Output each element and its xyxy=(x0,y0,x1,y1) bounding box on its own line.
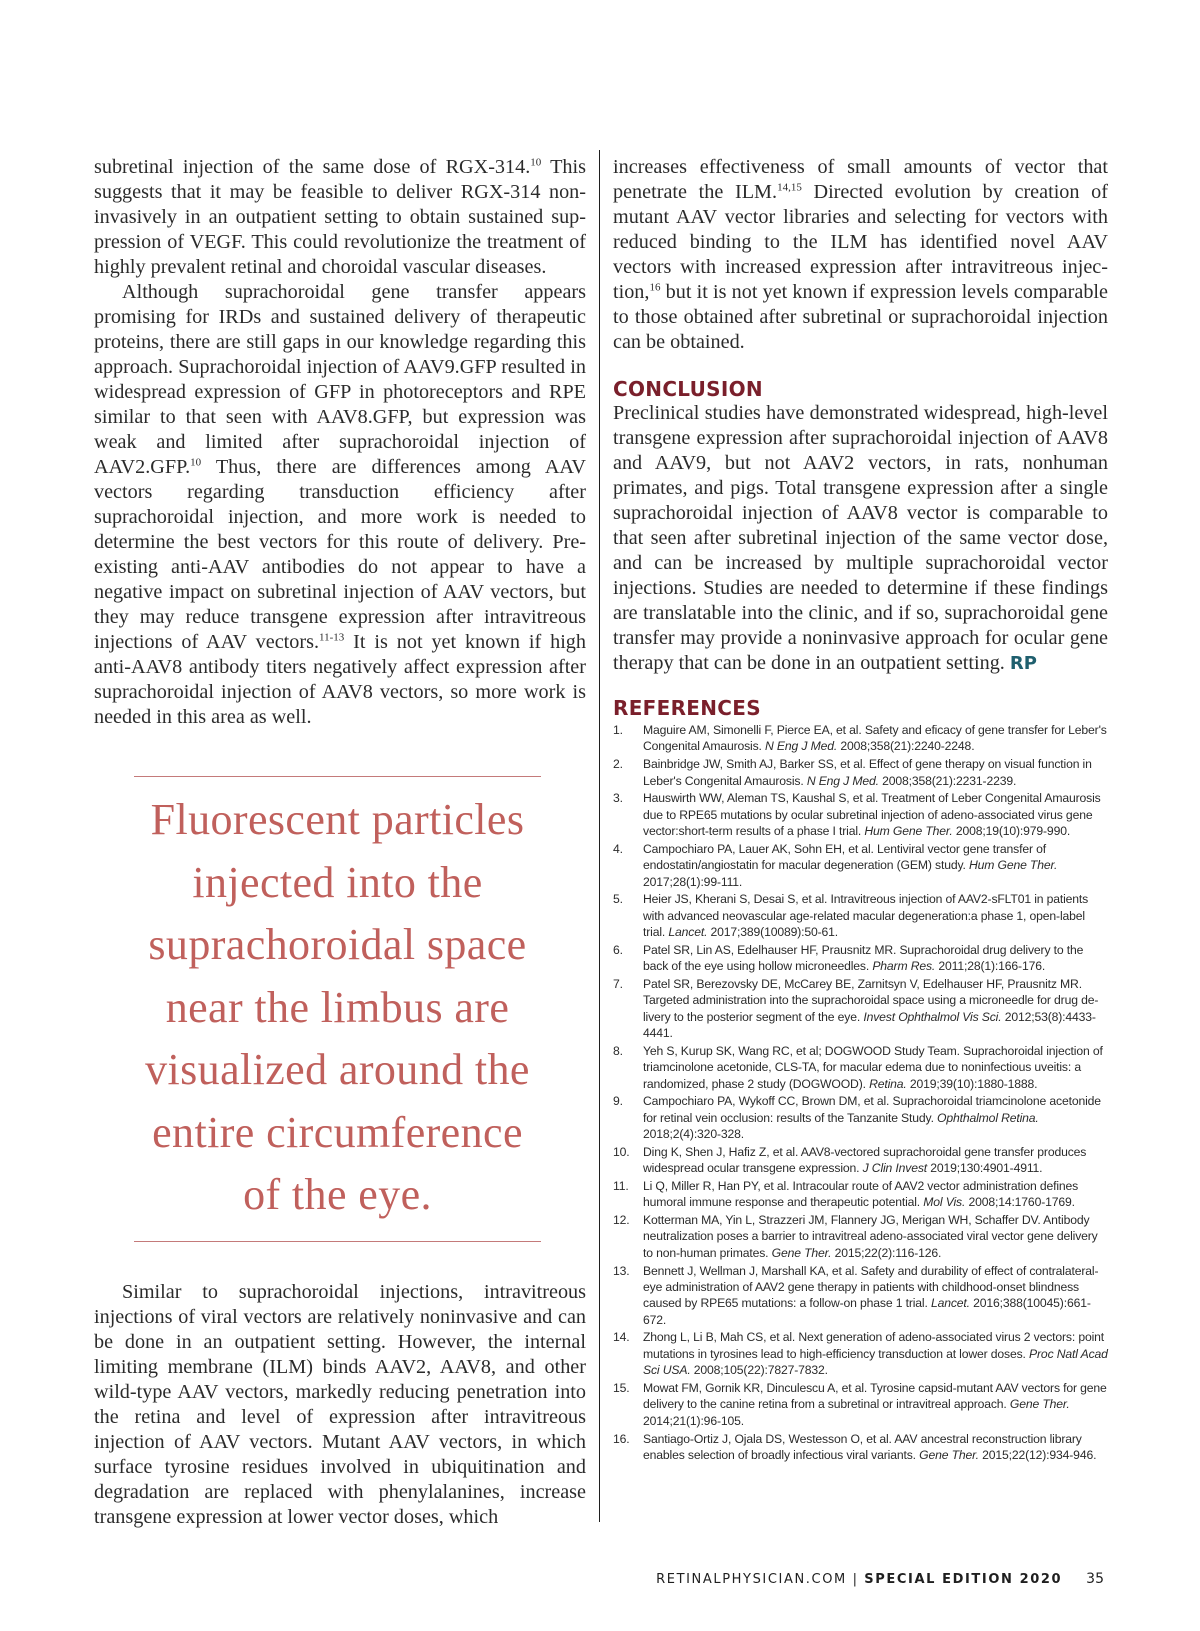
reference-text: Bainbridge JW, Smith AJ, Barker SS, et al. Effect of gene therapy on visual function in Leber's Congenital Amaurosis. N Eng J Med. 2008;358(21):2231-2239. xyxy=(643,757,1092,788)
reference-item xyxy=(613,790,1108,839)
reference-number: 12. xyxy=(613,1213,630,1228)
reference-number: 16. xyxy=(613,1431,630,1446)
reference-text: Campochiaro PA, Wykoff CC, Brown DM, et al. Suprachoroidal triamcinolone acetonide for retinal vein occlusion: results of the Tanzanite Study. Ophthalmol Retina. 2018;2(4):320-328. xyxy=(643,1094,1101,1142)
page-footer xyxy=(656,1571,1104,1587)
reference-text: Zhong L, Li B, Mah CS, et al. Next generation of adeno-associated virus 2 vectors: point mutations in tyrosines lead to high-efficiency transduction at lower doses. Proc Natl Acad Sci USA. 2008;105(22):7827-7832. xyxy=(643,1330,1108,1378)
reference-text: Maguire AM, Simonelli F, Pierce EA, et al. Safety and eficacy of gene transfer for Leber's Congenital Amaurosis. N Eng J Med. 2008;358(21):2240-2248. xyxy=(643,723,1107,754)
reference-text: Hauswirth WW, Aleman TS, Kaushal S, et al. Treatment of Leber Congenital Amaurosis due to RPE65 mutations by ocular subretinal injection of adeno-associated virus gene vector:short-term results of a phase I trial. Hum Gene Ther. 2008;19(10):979-990. xyxy=(643,791,1101,839)
reference-number: 2. xyxy=(613,757,623,772)
reference-number: 9. xyxy=(613,1094,623,1109)
pull-quote xyxy=(134,776,541,1242)
reference-text: Kotterman MA, Yin L, Strazzeri JM, Flannery JG, Merigan WH, Schaffer DV. Antibody neutralization poses a barrier to intravitreal adeno-associated viral vector gene delivery to non-human primates. Gene Ther. 2015;22(2):116-126. xyxy=(643,1213,1098,1260)
reference-item xyxy=(613,1043,1108,1092)
reference-text: Mowat FM, Gornik KR, Dinculescu A, et al. Tyrosine capsid-mutant AAV vectors for gene delivery to the canine retina from a subretinal or intravitreal approach. Gene Ther. 2014;21(1):96-105. xyxy=(643,1381,1107,1428)
reference-item xyxy=(613,1212,1108,1261)
column-divider xyxy=(599,150,600,1522)
reference-number: 4. xyxy=(613,841,623,856)
reference-text: Ding K, Shen J, Hafiz Z, et al. AAV8-vectored suprachoroidal gene transfer produces widespread ocular transgene expression. J Clin Invest 2019;130:4901-4911. xyxy=(643,1144,1087,1176)
pull-quote-text: Fluorescent particles injected into the suprachoroidal space near the limbus are visualized around the entire circumference of the eye. xyxy=(145,795,530,1219)
right-column xyxy=(613,155,1108,1465)
reference-item xyxy=(613,1178,1108,1211)
conclusion-text: Preclinical studies have demonstrated widespread, high-level transgene expression after suprachoroidal injection of AAV8 and AAV9, but not AAV2 vectors, in rats, nonhuman primates, and pigs. Total transgene expression after a single suprachoroidal injection of AAV8 vector is comparable to that seen after subretinal injection of the same vector dose, and can be increased by multiple suprachoroidal vector injections. Studies are needed to determine if these findings are translatable into the clinic, and if so, suprachoroidal gene transfer may provide a noninvasive approach for ocular gene therapy that can be done in an outpatient setting. RP xyxy=(613,402,1108,674)
reference-item xyxy=(613,756,1108,789)
pull-quote-bottom-rule xyxy=(134,1241,541,1242)
reference-item xyxy=(613,841,1108,890)
reference-item xyxy=(613,942,1108,975)
reference-number: 5. xyxy=(613,892,623,907)
rp-end-mark: RP xyxy=(1009,653,1037,674)
references-list xyxy=(613,722,1108,1463)
reference-item xyxy=(613,1380,1108,1429)
references-heading: REFERENCES xyxy=(613,696,761,720)
reference-text: Campochiaro PA, Lauer AK, Sohn EH, et al. Lentiviral vector gene transfer of endostatin/angiostatin for macular degeneration (GEM) study. Hum Gene Ther. 2017;28(1):99-111. xyxy=(643,841,1058,889)
footer-site: RETINALPHYSICIAN.COM | xyxy=(656,1572,865,1587)
left-paragraph-3: Similar to suprachoroidal injections, intravitreous injections of viral vectors are relatively noninvasive and can be done in an outpatient setting. However, the internal limiting membrane (ILM) binds AAV2, AAV8, and other wild-type AAV vectors, markedly reducing penetration into the retina and level of expression after intravitreous injection of AAV vectors. Mutant AAV vectors, in which surface tyrosine residues involved in ubiquitination and degradation are replaced with phenylalanines, increase transgene expression at lower vector doses, which xyxy=(94,1281,586,1528)
reference-number: 8. xyxy=(613,1043,623,1058)
reference-item xyxy=(613,1144,1108,1177)
reference-text: Heier JS, Kherani S, Desai S, et al. Intravitreous injection of AAV2-sFLT01 in patients with advanced neovascular age-related macular degeneration:a phase 1, open-label trial. Lancet. 2017;389(10089):50-61. xyxy=(643,892,1089,940)
reference-number: 10. xyxy=(613,1144,630,1159)
reference-number: 14. xyxy=(613,1330,630,1345)
reference-item xyxy=(613,891,1108,940)
reference-text: Patel SR, Lin AS, Edelhauser HF, Prausnitz MR. Suprachoroidal drug delivery to the back of the eye using hollow microneedles. Pharm Res. 2011;28(1):166-176. xyxy=(643,942,1084,974)
reference-text: Bennett J, Wellman J, Marshall KA, et al. Safety and durability of effect of contralateral-eye administration of AAV2 gene therapy in patients with childhood-onset blindness caused by RPE65 mutations: a follow-on phase 1 trial. Lancet. 2016;388(10045):661-672. xyxy=(643,1263,1099,1327)
reference-text: Yeh S, Kurup SK, Wang RC, et al; DOGWOOD Study Team. Suprachoroidal injection of triamcinolone acetonide, CLS-TA, for macular edema due to noninfectious uveitis: a randomized, phase 2 study (DOGWOOD). Retina. 2019;39(10):1880-1888. xyxy=(643,1043,1103,1091)
reference-number: 3. xyxy=(613,791,623,806)
left-paragraph-2: Although suprachoroidal gene transfer appears promising for IRDs and sustained delivery of therapeutic proteins, there are still gaps in our knowledge regarding this approach. Suprachoroidal injection of AAV9.GFP resulted in widespread expression of GFP in photoreceptors and RPE similar to that seen with AAV8.GFP, but expression was weak and limited after suprachoroidal injection of AAV2.GFP.$^{10}$ Thus, there are differences among AAV vectors regarding transduction efficiency after suprachoroidal injection, and more work is needed to determine the best vectors for this route of delivery. Pre-existing anti-AAV antibodies do not appear to have a negative impact on subretinal injection of AAV vectors, but they may reduce transgene expression after intravitreous injections of AAV vectors.$^{11-13}$ It is not yet known if high anti-AAV8 antibody titers negatively affect expression after suprachoroidal injection of AAV8 vectors, so more work is needed in this area as well. xyxy=(94,281,586,728)
page-number: 35 xyxy=(1086,1571,1104,1587)
reference-number: 6. xyxy=(613,942,623,957)
left-column-bottom xyxy=(94,1280,586,1530)
reference-number: 1. xyxy=(613,723,623,737)
reference-number: 11. xyxy=(613,1178,629,1193)
pull-quote-top-rule xyxy=(134,776,541,777)
reference-item xyxy=(613,1431,1108,1464)
reference-text: Patel SR, Berezovsky DE, McCarey BE, Zarnitsyn V, Edelhauser HF, Prausnitz MR. Targeted administration into the suprachoroidal space using a microneedle for drug delivery to the posterior segment of the eye. Invest Ophthalmol Vis Sci. 2012;53(8):4433-4441. xyxy=(643,976,1099,1041)
reference-item xyxy=(613,1093,1108,1142)
reference-item xyxy=(613,722,1108,755)
conclusion-heading: CONCLUSION xyxy=(613,377,763,401)
reference-number: 15. xyxy=(613,1381,630,1395)
reference-item xyxy=(613,1263,1108,1329)
reference-text: Li Q, Miller R, Han PY, et al. Intracoular route of AAV2 vector administration defines humoral immune response and therapeutic potential. Mol Vis. 2008;14:1760-1769. xyxy=(643,1178,1079,1210)
reference-item xyxy=(613,1329,1108,1378)
left-column xyxy=(94,155,586,730)
reference-number: 7. xyxy=(613,976,623,991)
right-paragraph-1: increases effectiveness of small amounts of vector that penetrate the ILM.$^{14,15}$ Directed evolution by creation of mutant AAV vector libraries and selecting for vectors with reduced binding to the ILM has identified novel AAV vectors with increased expression after intravitreous injection,$^{16}$ but it is not yet known if expression levels comparable to those obtained after subretinal or suprachoroidal injection can be obtained. xyxy=(613,156,1108,353)
reference-text: Santiago-Ortiz J, Ojala DS, Westesson O, et al. AAV ancestral reconstruction library enables selection of broadly infectious viral variants. Gene Ther. 2015;22(12):934-946. xyxy=(643,1431,1097,1462)
left-paragraph-1: subretinal injection of the same dose of RGX-314.10 This suggests that it may be feasible to deliver RGX-314 noninvasively in an outpatient setting to obtain sustained suppression of VEGF. This could revolutionize the treatment of highly prevalent retinal and choroidal vascular diseases. xyxy=(94,156,586,278)
reference-item xyxy=(613,976,1108,1042)
reference-number: 13. xyxy=(613,1263,630,1278)
footer-edition: SPECIAL EDITION 2020 xyxy=(864,1572,1063,1587)
